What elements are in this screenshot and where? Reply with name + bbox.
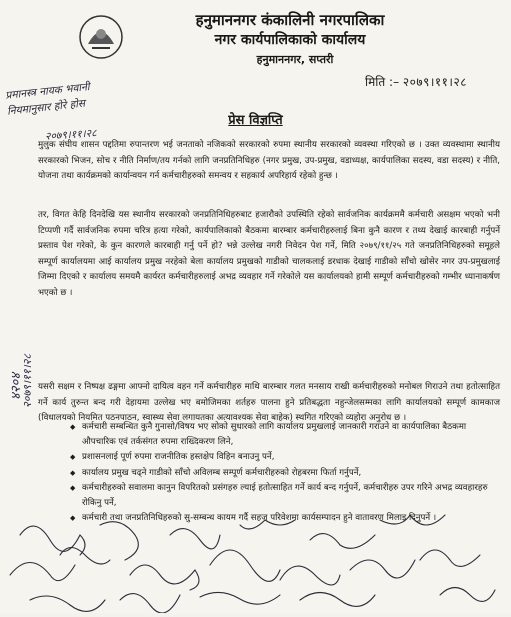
office-address: हनुमाननगर, सप्तरी — [256, 53, 334, 66]
nepal-emblem-icon — [78, 14, 124, 60]
registration-date: २०७९।११।२८ — [21, 353, 34, 408]
office-name: नगर कार्यपालिकाको कार्यालय — [214, 32, 366, 48]
list-item: ◆ कर्मचारी सम्बन्धित कुनै गुनासो/विषय भए सोको सुधारको लागि कार्यालय प्रमुखलाई जानकारी गराउने वा कार्यपालिका बैठकमा औपचारिक एवं तर्कसंगत रुपमा राख्दिकरण लिने, — [70, 420, 490, 450]
list-item: ◆ प्रशासनलाई पूर्ण रुपमा राजनीतिक हस्तक्षेप विहिन बनाउनु पर्ने, — [70, 450, 490, 465]
registration-number: ४२०४ — [9, 372, 24, 400]
paragraph-intro: मुलुक संघीय शासन पद्दतिमा रुपान्तरण भई जनताको नजिकको सरकारको रुपमा स्थानीय सरकारको व्यवस्था गरिएको छ । उक्त व्यवस्थामा स्थानीय सरकारको भिजन, सोच र नीति निर्माण/तय गर्नको लागि जनप्रतिनिधिहरु (नगर प्रमुख, उप-प्रमुख, वडाध्यक्ष, कार्यपालिका सदस्य, वडा सदस्य) र नीति, योजना तथा कार्यक्रमको कार्यान्वयन गर्न कर्मचारीहरुको समन्वय र सहकार्य अपरिहार्य रहेको हुन्छ । — [38, 140, 500, 182]
document-title: प्रेस विज्ञप्ति — [228, 113, 283, 128]
date-line — [365, 73, 467, 90]
signatures-scribble — [0, 505, 511, 613]
municipality-name: हनुमाननगर कंकालिनी नगरपालिका — [195, 11, 385, 29]
handwritten-note: प्रमानस्त्र नायक भवानी नियमानुसार होरे होस — [4, 80, 91, 118]
paragraph-request: यसरी सक्षम र निष्पक्ष ढङ्गमा आफ्नो दायित्व वहन गर्ने कर्मचारीहरु माथि बारम्बार गलत मनसाय राखी कर्मचारीहरुको मनोबल गिराउने तथा हतोत्साहित गर्ने कार्य तुरुन्त बन्द गरी देहायमा उल्लेख भए बमोजिमका शर्तहरु पालना हुने प्रतिबद्धता नहुन्जेलसम्मका लागि कार्यालयको सम्पूर्ण कामकाज (विधालयको नियमित पठनपाठन, स्वास्थ्य सेवा लगायतका अत्यावश्यक सेवा बाहेक) स्थगित गरिएको व्यहोरा अनुरोध छ । — [38, 382, 500, 424]
list-item: ◆ कार्यालय प्रमुख चढ्ने गाडीको साँचो अविलम्ब सम्पूर्ण कर्मचारीहरुको रोहबरमा फिर्ता गर्नुपर्ने, — [70, 466, 490, 481]
handwritten-date: २०७९।११।२८ — [44, 127, 97, 143]
list-item: ◆ कर्मचारी तथा जनप्रतिनिधिहरुको सु-सम्बन्ध कायम गर्दै सहज परिवेशमा कार्यसम्पादन हुने वातावरण मिलाइ दिनुपर्ने । — [70, 511, 490, 526]
signatures-area — [0, 505, 511, 613]
date-label: मिति :– — [365, 75, 400, 89]
date-value: २०७९।११।२८ — [402, 75, 467, 89]
paragraph-concern: तर, विगत केहि दिनदेखि यस स्थानीय सरकारको जनप्रतिनिधिहरुबाट हजारौको उपस्थिति रहेको सार्वजनिक कार्यक्रममै कर्मचारी असक्षम भएको भनी टिप्पणी गर्दै सार्वजनिक रुपमा चरित्र हत्या गरेको, कार्यपालिकाको बैठकमा बारम्बार कर्मचारीहरुलाई बिना कुनै कारण र तथ्य देखाई कारबाही गर्नुपर्ने प्रस्ताव पेश गरेको, के कुन कारणले कारबाही गर्नु पर्ने हो? भन्ने उल्लेख नगरी निवेदन पेश गर्ने, मिति २०७९/११/२५ गते जनप्रतिनिधिहरुको समूहले सम्पूर्ण कार्यालयमा आई कार्यालय प्रमुख नरहेको बेला कार्यालय प्रमुखको गाडीको चालकलाई डरधाक देखाई गाडीको साँचो खोसेर नगर उप-प्रमुखलाई जिम्मा दिएको र कार्यालय समयमै कार्यरत कर्मचारीहरुलाई अभद्र व्यवहार गर्ने गरेकोले यस कार्यालयको हामी सम्पूर्ण कर्मचारीहरुको गम्भीर ध्यानाकर्षण भएको छ । — [38, 210, 500, 298]
registration-stamp — [2, 290, 32, 410]
list-item: ◆ कर्मचारीहरुको सवालमा कानुन विपरितको प्रसंगहरु ल्याई हतोत्साहित गर्ने कार्य बन्द गर्नुपर्ने, कर्मचारीहरु उपर गरिने अभद्र व्यवहारहरु रोकिनु पर्ने, — [70, 481, 490, 511]
